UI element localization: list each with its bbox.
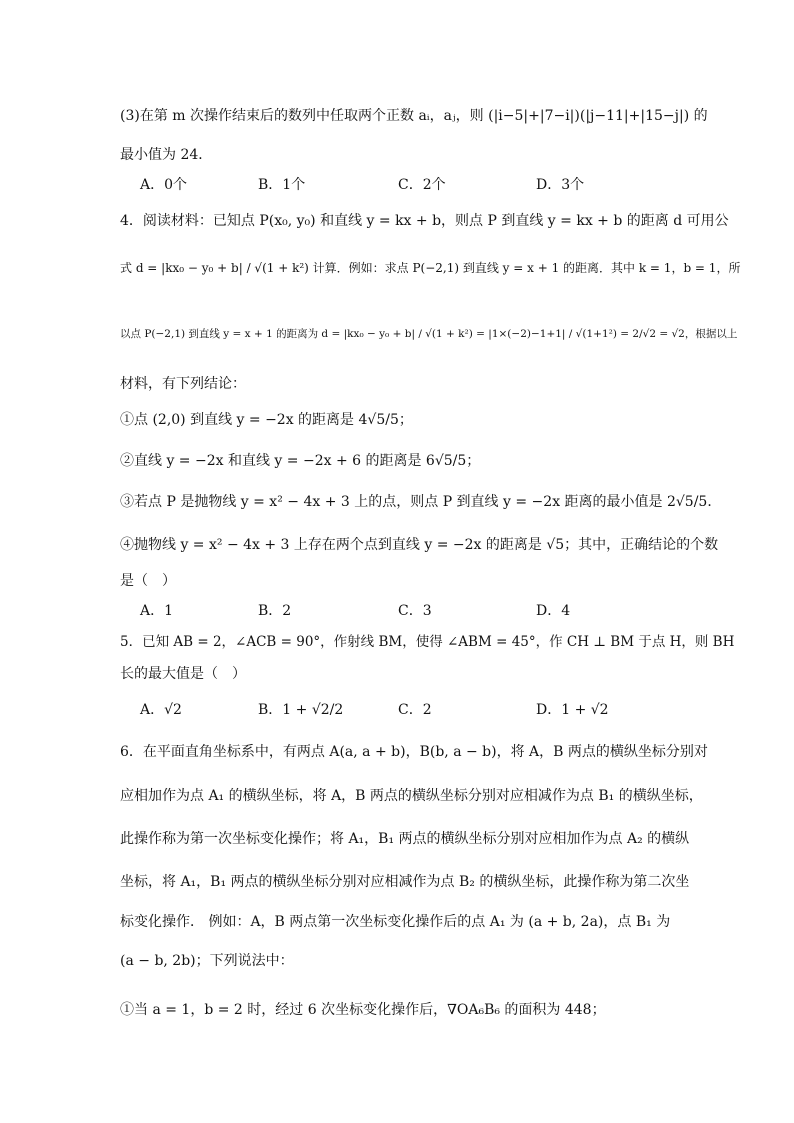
q6-line-1: 6．在平面直角坐标系中，有两点 A(a, a + b)，B(b, a − b)，将 A，B 两点的横纵坐标分别对 bbox=[120, 744, 708, 760]
q4-statement-2: ②直线 y = −2x 和直线 y = −2x + 6 的距离是 6√5/5； bbox=[120, 453, 481, 469]
q3-option-b[interactable]: B．1个 bbox=[258, 177, 306, 193]
q4-options bbox=[140, 601, 700, 621]
q5-option-c[interactable]: C．2 bbox=[398, 702, 432, 718]
q3-option-a[interactable]: A．0个 bbox=[140, 177, 188, 193]
q4-statement-4-cont: 是（ ） bbox=[120, 573, 176, 589]
q6-line-3: 此操作称为第一次坐标变化操作；将 A₁，B₁ 两点的横纵坐标分别对应相加作为点 A₂ 的横纵 bbox=[120, 831, 690, 847]
q3-options bbox=[140, 175, 700, 195]
q4-statement-1: ①点 (2,0) 到直线 y = −2x 的距离是 4√5/5； bbox=[120, 412, 413, 428]
q3-line-1: (3)在第 m 次操作结束后的数列中任取两个正数 aᵢ，aⱼ，则 (|i−5|+|7−i|)(|j−11|+|15−j|) 的 bbox=[120, 108, 708, 124]
q4-statement-4: ④抛物线 y = x² − 4x + 3 上存在两个点到直线 y = −2x 的距离是 √5；其中，正确结论的个数 bbox=[120, 537, 719, 553]
q4-line-1: 4．阅读材料：已知点 P(x₀, y₀) 和直线 y = kx + b，则点 P 到直线 y = kx + b 的距离 d 可用公 bbox=[120, 213, 729, 229]
q6-line-6: (a − b, 2b)；下列说法中： bbox=[120, 953, 294, 969]
q3-option-c[interactable]: C．2个 bbox=[398, 177, 446, 193]
q4-option-c[interactable]: C．3 bbox=[398, 603, 432, 619]
q5-line-1: 5．已知 AB = 2，∠ACB = 90°，作射线 BM，使得 ∠ABM = 45°，作 CH ⊥ BM 于点 H，则 BH bbox=[120, 634, 735, 650]
q3-line-2: 最小值为 24． bbox=[120, 147, 213, 163]
q5-option-d[interactable]: D．1 + √2 bbox=[536, 702, 609, 718]
q5-options bbox=[140, 700, 700, 720]
q3-option-d[interactable]: D．3个 bbox=[536, 177, 585, 193]
q5-option-a[interactable]: A．√2 bbox=[140, 702, 182, 718]
q6-line-4: 坐标，将 A₁，B₁ 两点的横纵坐标分别对应相减作为点 B₂ 的横纵坐标，此操作称为第二次坐 bbox=[120, 874, 690, 890]
q4-option-d[interactable]: D．4 bbox=[536, 603, 571, 619]
q4-option-b[interactable]: B．2 bbox=[258, 603, 292, 619]
q6-line-2: 应相加作为点 A₁ 的横纵坐标，将 A，B 两点的横纵坐标分别对应相减作为点 B₁ 的横纵坐标， bbox=[120, 788, 703, 804]
q4-option-a[interactable]: A．1 bbox=[140, 603, 174, 619]
q4-statement-3: ③若点 P 是抛物线 y = x² − 4x + 3 上的点，则点 P 到直线 y = −2x 距离的最小值是 2√5/5． bbox=[120, 494, 722, 510]
q6-line-5: 标变化操作． 例如：A，B 两点第一次坐标变化操作后的点 A₁ 为 (a + b, 2a)，点 B₁ 为 bbox=[120, 914, 671, 930]
q5-option-b[interactable]: B．1 + √2/2 bbox=[258, 702, 344, 718]
q5-line-2: 长的最大值是（ ） bbox=[120, 666, 246, 682]
q6-statement-1: ①当 a = 1，b = 2 时，经过 6 次坐标变化操作后，∇OA₆B₆ 的面积为 448； bbox=[120, 1002, 606, 1018]
q4-line-3: 以点 P(−2,1) 到直线 y = x + 1 的距离为 d = |kx₀ − y₀ + b| / √(1 + k²) = |1×(−2)−1+1| / √(1+1²) = 2/√2 = √2，根据以上 bbox=[120, 328, 738, 340]
q4-line-2: 式 d = |kx₀ − y₀ + b| / √(1 + k²) 计算．例如：求点 P(−2,1) 到直线 y = x + 1 的距离．其中 k = 1，b = 1，所 bbox=[120, 261, 741, 275]
q4-line-4: 材料，有下列结论： bbox=[120, 376, 246, 392]
